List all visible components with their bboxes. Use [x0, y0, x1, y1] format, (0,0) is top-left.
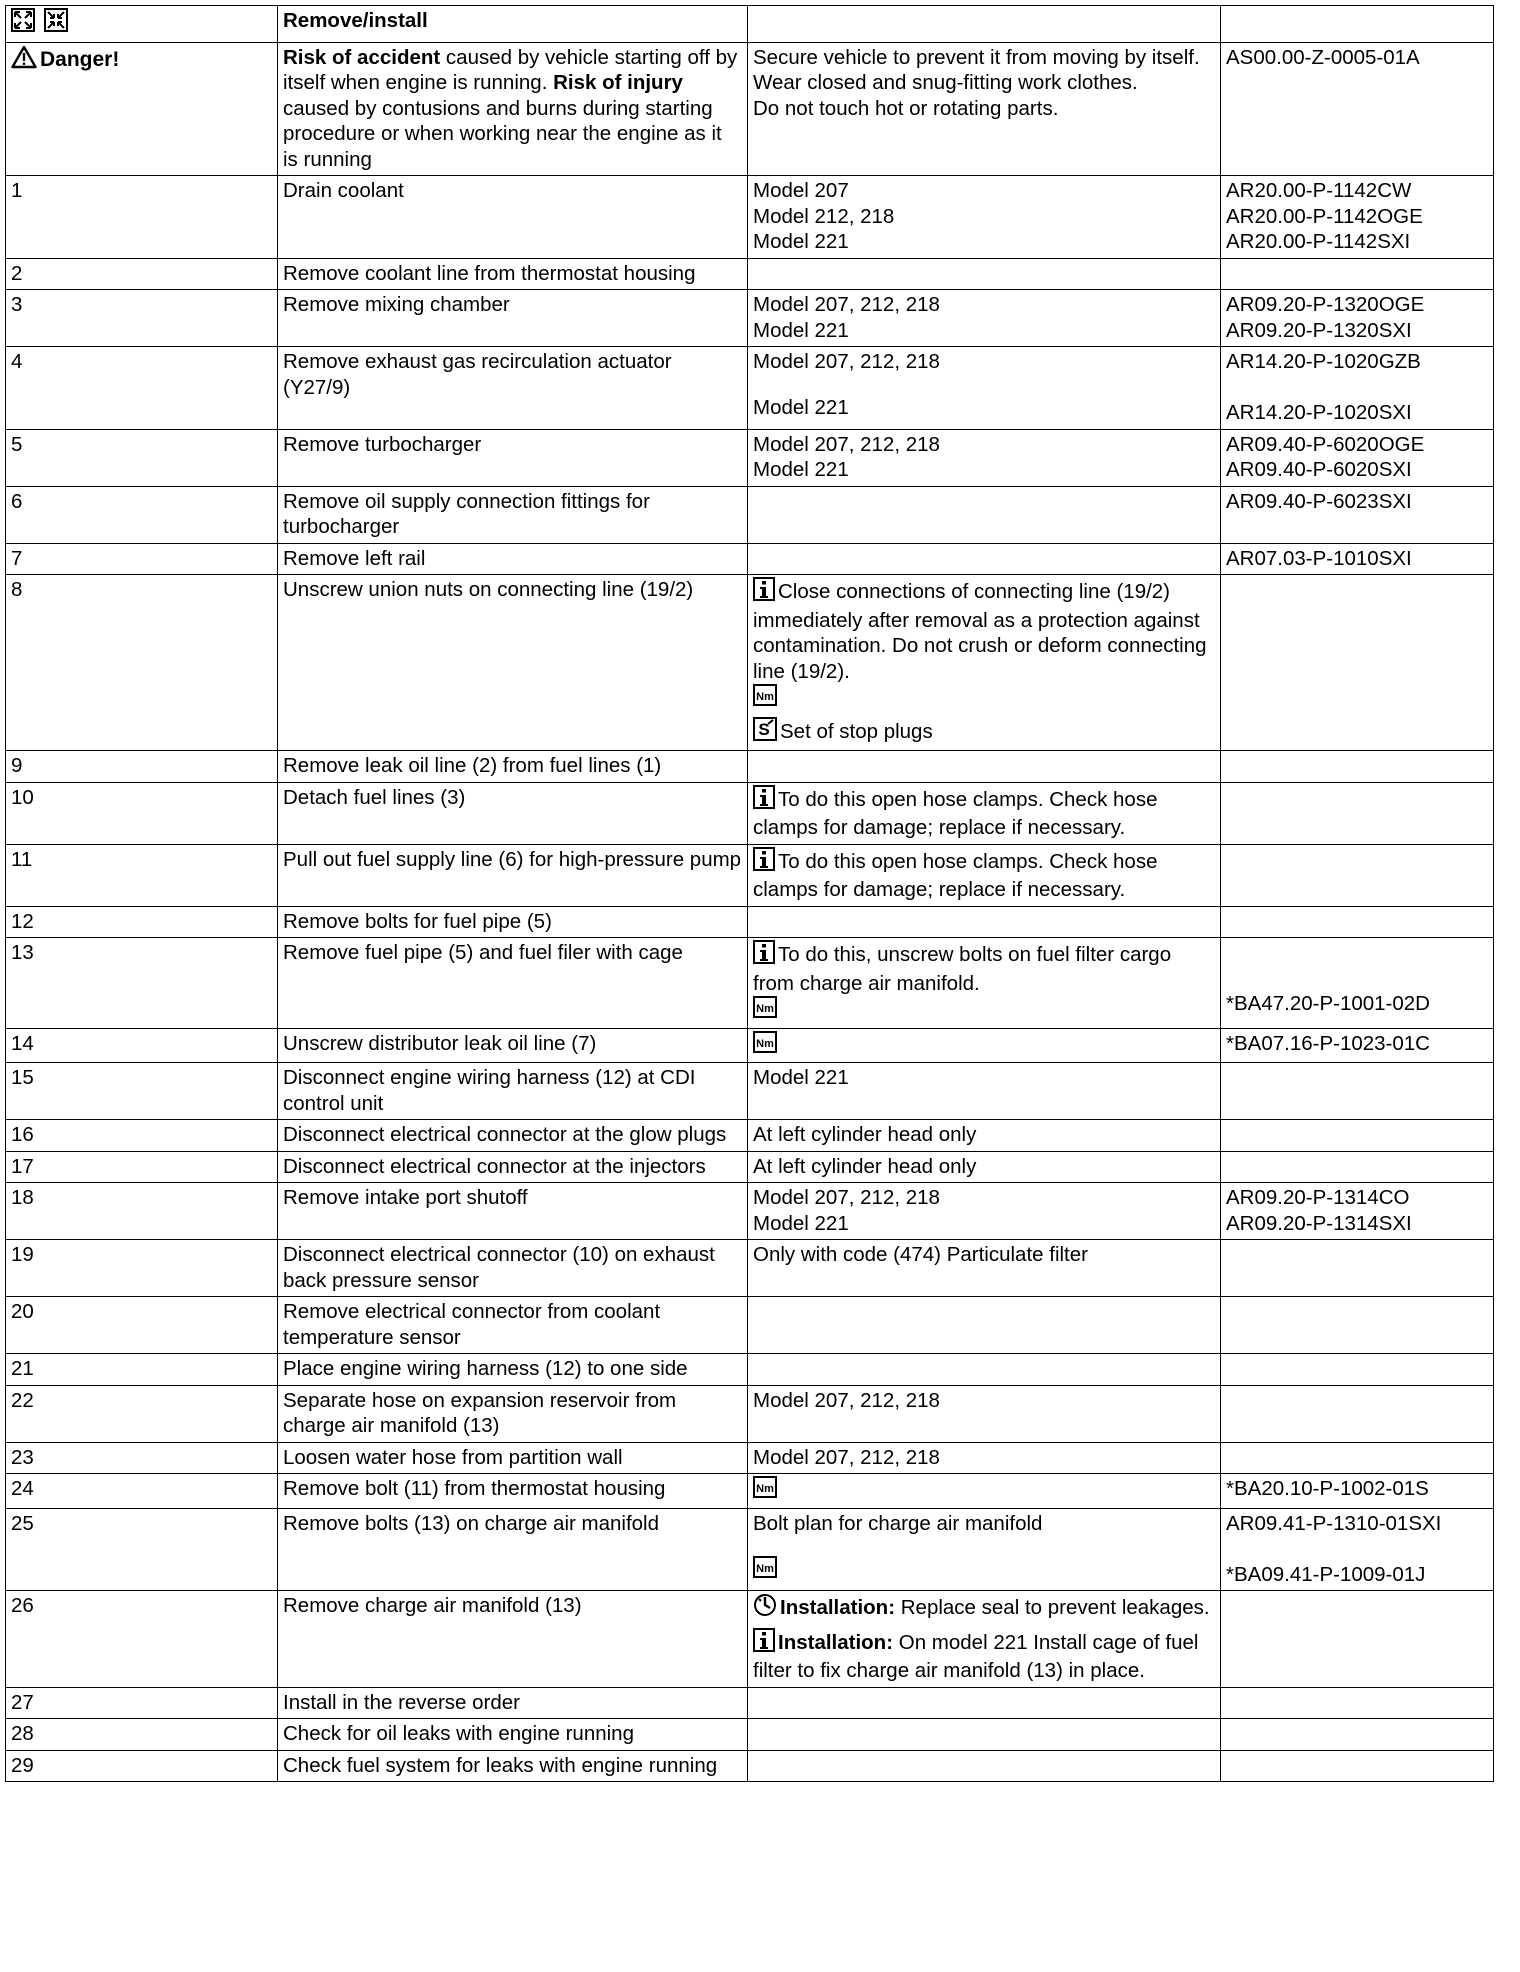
step-row	[6, 1474, 1494, 1509]
step-refs-cell	[1221, 575, 1494, 751]
note-text: Model 207, 212, 218	[753, 1388, 940, 1412]
step-action: Detach fuel lines (3)	[278, 782, 748, 844]
note-line	[753, 1628, 1215, 1684]
step-action: Disconnect electrical connector at the glow plugs	[278, 1120, 748, 1152]
step-notes-cell	[748, 1719, 1221, 1751]
step-refs-cell	[1221, 347, 1494, 430]
header-row	[6, 6, 1494, 43]
reference-spacer	[1226, 966, 1488, 992]
step-number: 18	[6, 1183, 278, 1240]
step-notes-cell	[748, 751, 1221, 783]
note-text: Model 212, 218	[753, 204, 895, 228]
note-line	[753, 1556, 1215, 1585]
step-number: 20	[6, 1297, 278, 1354]
step-row	[6, 1442, 1494, 1474]
torque-nm-icon	[753, 1031, 777, 1060]
note-line	[753, 1211, 1215, 1237]
reference-link[interactable]: AR14.20-P-1020SXI	[1226, 401, 1412, 424]
step-notes-cell	[748, 1297, 1221, 1354]
note-line	[753, 1536, 1215, 1556]
step-refs-cell	[1221, 176, 1494, 259]
step-action: Remove bolts (13) on charge air manifold	[278, 1508, 748, 1591]
step-action: Remove leak oil line (2) from fuel lines (1)	[278, 751, 748, 783]
step-action: Remove turbocharger	[278, 429, 748, 486]
step-action: Remove electrical connector from coolant temperature sensor	[278, 1297, 748, 1354]
note-line	[753, 457, 1215, 483]
note-line	[753, 785, 1215, 841]
note-text: Only with code (474) Particulate filter	[753, 1243, 1088, 1266]
step-refs-cell	[1221, 258, 1494, 290]
note-line	[753, 395, 1215, 421]
step-refs-cell	[1221, 429, 1494, 486]
step-refs-cell	[1221, 1354, 1494, 1386]
step-action: Check fuel system for leaks with engine running	[278, 1750, 748, 1782]
note-line	[753, 996, 1215, 1025]
reference-link[interactable]: *BA20.10-P-1002-01S	[1226, 1477, 1429, 1500]
step-refs-cell	[1221, 1063, 1494, 1120]
step-action: Disconnect electrical connector (10) on exhaust back pressure sensor	[278, 1240, 748, 1297]
step-notes-cell	[748, 543, 1221, 575]
reference-spacer	[1226, 940, 1488, 966]
special-tool-icon	[753, 717, 777, 748]
danger-ref-link[interactable]: AS00.00-Z-0005-01A	[1221, 42, 1494, 176]
risk-injury-title: Risk of injury	[553, 71, 683, 94]
reference-link[interactable]: *BA09.41-P-1009-01J	[1226, 1562, 1426, 1586]
step-number: 6	[6, 486, 278, 543]
svg-text:Nm: Nm	[756, 1003, 774, 1015]
step-refs-cell	[1221, 751, 1494, 783]
note-text: Model 207, 212, 218	[753, 293, 940, 316]
note-text: At left cylinder head only	[753, 1154, 977, 1178]
note-text: Bolt plan for charge air manifold	[753, 1511, 1043, 1535]
reference-link[interactable]: AR09.40-P-6020OGE	[1226, 432, 1425, 456]
header-empty-cell	[1221, 6, 1494, 43]
note-line	[753, 292, 1215, 318]
note-line	[753, 349, 1215, 375]
note-text: Set of stop plugs	[780, 719, 933, 743]
note-text: On model 221 Install cage of fuel filter to fix charge air manifold (13) in place.	[753, 1630, 1199, 1682]
danger-row	[6, 42, 1494, 176]
note-bold-label: Installation:	[778, 1630, 894, 1654]
note-line	[753, 318, 1215, 344]
step-number: 10	[6, 782, 278, 844]
step-notes-cell	[748, 575, 1221, 751]
danger-risk-cell	[278, 42, 748, 176]
risk-accident-text: caused by vehicle starting off by itself when engine is running.	[283, 45, 738, 94]
note-text: To do this, unscrew bolts on fuel filter cargo from charge air manifold.	[753, 943, 1172, 995]
step-notes-cell	[748, 1591, 1221, 1688]
reference-link[interactable]: AR20.00-P-1142CW	[1226, 179, 1412, 202]
step-row	[6, 176, 1494, 259]
note-line	[753, 1511, 1215, 1537]
note-line	[753, 178, 1215, 204]
step-number: 15	[6, 1063, 278, 1120]
reference-spacer	[1226, 375, 1488, 401]
step-notes-cell	[748, 1151, 1221, 1183]
step-row	[6, 782, 1494, 844]
risk-accident-title: Risk of accident	[283, 45, 441, 69]
procedure-table-body	[6, 6, 1494, 1782]
step-row	[6, 1183, 1494, 1240]
step-refs-cell	[1221, 1183, 1494, 1240]
step-action: Remove bolts for fuel pipe (5)	[278, 906, 748, 938]
note-text: Model 221	[753, 395, 849, 419]
step-number: 8	[6, 575, 278, 751]
step-number: 22	[6, 1385, 278, 1442]
step-number: 3	[6, 290, 278, 347]
step-notes-cell	[748, 782, 1221, 844]
reference-link[interactable]: AR09.40-P-6020SXI	[1226, 458, 1412, 481]
note-text: Close connections of connecting line (19/2) immediately after removal as a protection against contamination. Do not crush or deform connecting line (19/2).	[753, 580, 1207, 683]
step-refs-cell	[1221, 1442, 1494, 1474]
step-notes-cell	[748, 1240, 1221, 1297]
step-refs-cell	[1221, 938, 1494, 1029]
section-title: Remove/install	[278, 6, 748, 43]
note-line	[753, 717, 1215, 748]
info-icon	[753, 1628, 775, 1659]
step-action: Remove oil supply connection fittings for turbocharger	[278, 486, 748, 543]
note-text: Model 207, 212, 218	[753, 1186, 940, 1209]
procedure-table	[5, 5, 1494, 1782]
step-notes-cell	[748, 258, 1221, 290]
installation-hint-icon	[753, 1593, 777, 1624]
step-notes-cell	[748, 176, 1221, 259]
note-line	[753, 1242, 1215, 1268]
step-number: 28	[6, 1719, 278, 1751]
danger-label: Danger!	[40, 47, 120, 71]
step-row	[6, 906, 1494, 938]
reference-link[interactable]: AR09.40-P-6023SXI	[1226, 489, 1412, 513]
reference-link[interactable]: AR20.00-P-1142SXI	[1226, 230, 1411, 253]
step-row	[6, 1151, 1494, 1183]
note-line	[753, 375, 1215, 395]
step-notes-cell	[748, 1354, 1221, 1386]
note-text: Model 221	[753, 458, 849, 481]
step-refs-cell	[1221, 1385, 1494, 1442]
reference-link[interactable]: *BA07.16-P-1023-01C	[1226, 1031, 1430, 1055]
torque-nm-icon	[753, 1556, 777, 1585]
step-row	[6, 751, 1494, 783]
torque-nm-icon	[753, 684, 777, 713]
step-row	[6, 347, 1494, 430]
note-line	[753, 847, 1215, 903]
step-action: Check for oil leaks with engine running	[278, 1719, 748, 1751]
step-refs-cell	[1221, 844, 1494, 906]
note-line	[753, 1445, 1215, 1471]
step-action: Unscrew union nuts on connecting line (19/2)	[278, 575, 748, 751]
info-icon	[753, 847, 775, 878]
svg-text:Nm: Nm	[756, 1483, 774, 1495]
step-refs-cell	[1221, 1591, 1494, 1688]
step-refs-cell	[1221, 486, 1494, 543]
step-refs-cell	[1221, 1297, 1494, 1354]
step-refs-cell	[1221, 1687, 1494, 1719]
step-row	[6, 1508, 1494, 1591]
step-refs-cell	[1221, 543, 1494, 575]
danger-measures-cell: Secure vehicle to prevent it from moving by itself. Wear closed and snug-fitting work clothes. Do not touch hot or rotating parts.	[748, 42, 1221, 176]
step-notes-cell	[748, 1474, 1221, 1509]
note-line	[753, 229, 1215, 255]
step-row	[6, 290, 1494, 347]
step-notes-cell	[748, 347, 1221, 430]
note-line	[753, 940, 1215, 996]
step-row	[6, 1591, 1494, 1688]
note-text: To do this open hose clamps. Check hose clamps for damage; replace if necessary.	[753, 787, 1158, 839]
reference-link[interactable]: AR09.20-P-1320SXI	[1226, 318, 1412, 342]
note-text: Model 221	[753, 1211, 849, 1235]
step-action: Remove bolt (11) from thermostat housing	[278, 1474, 748, 1509]
step-action: Drain coolant	[278, 176, 748, 259]
note-text: Model 207, 212, 218	[753, 1445, 940, 1469]
step-notes-cell	[748, 1442, 1221, 1474]
note-line	[753, 1031, 1215, 1060]
step-notes-cell	[748, 290, 1221, 347]
note-text: Replace seal to prevent leakages.	[895, 1596, 1210, 1619]
note-line	[753, 684, 1215, 713]
step-notes-cell	[748, 1183, 1221, 1240]
risk-injury-text: caused by contusions and burns during starting procedure or when working near the engine as it is running	[283, 96, 722, 171]
step-number: 26	[6, 1591, 278, 1688]
note-text: Model 207, 212, 218	[753, 350, 940, 373]
step-row	[6, 844, 1494, 906]
note-text: Model 221	[753, 1066, 849, 1089]
reference-spacer	[1226, 1536, 1488, 1562]
step-refs-cell	[1221, 906, 1494, 938]
step-action: Remove intake port shutoff	[278, 1183, 748, 1240]
step-refs-cell	[1221, 782, 1494, 844]
reference-link[interactable]: AR14.20-P-1020GZB	[1226, 350, 1421, 373]
step-refs-cell	[1221, 1028, 1494, 1063]
step-action: Separate hose on expansion reservoir from charge air manifold (13)	[278, 1385, 748, 1442]
step-notes-cell	[748, 1385, 1221, 1442]
reference-link[interactable]: AR20.00-P-1142OGE	[1226, 204, 1423, 228]
step-row	[6, 1719, 1494, 1751]
note-text: Model 207	[753, 179, 849, 202]
step-action: Remove fuel pipe (5) and fuel filer with cage	[278, 938, 748, 1029]
danger-label-cell	[6, 42, 278, 176]
step-notes-cell	[748, 1028, 1221, 1063]
svg-text:Nm: Nm	[756, 1037, 774, 1050]
step-number: 29	[6, 1750, 278, 1782]
note-line	[753, 1185, 1215, 1211]
step-refs-cell	[1221, 1508, 1494, 1591]
step-row	[6, 1750, 1494, 1782]
reference-link[interactable]: AR09.20-P-1314SXI	[1226, 1211, 1412, 1235]
header-empty-cell	[748, 6, 1221, 43]
step-number: 14	[6, 1028, 278, 1063]
reference-link[interactable]: AR09.20-P-1314CO	[1226, 1186, 1410, 1209]
step-action: Remove exhaust gas recirculation actuator (Y27/9)	[278, 347, 748, 430]
torque-nm-icon	[753, 1476, 777, 1505]
step-row	[6, 1385, 1494, 1442]
step-number: 13	[6, 938, 278, 1029]
step-row	[6, 938, 1494, 1029]
reference-link[interactable]: AR09.41-P-1310-01SXI	[1226, 1511, 1442, 1535]
step-action: Loosen water hose from partition wall	[278, 1442, 748, 1474]
note-text: Model 207, 212, 218	[753, 432, 940, 456]
svg-text:S: S	[758, 719, 770, 739]
expand-icon[interactable]	[11, 8, 35, 39]
step-row	[6, 1297, 1494, 1354]
step-refs-cell	[1221, 1120, 1494, 1152]
warning-triangle-icon	[11, 45, 37, 76]
step-notes-cell	[748, 906, 1221, 938]
step-action: Unscrew distributor leak oil line (7)	[278, 1028, 748, 1063]
collapse-icon[interactable]	[44, 8, 68, 39]
step-refs-cell	[1221, 1151, 1494, 1183]
step-notes-cell	[748, 429, 1221, 486]
step-refs-cell	[1221, 1240, 1494, 1297]
step-action: Pull out fuel supply line (6) for high-pressure pump	[278, 844, 748, 906]
note-text: Model 221	[753, 318, 849, 342]
step-number: 17	[6, 1151, 278, 1183]
step-row	[6, 1028, 1494, 1063]
step-number: 27	[6, 1687, 278, 1719]
note-line	[753, 432, 1215, 458]
note-text: At left cylinder head only	[753, 1123, 977, 1146]
step-action: Remove charge air manifold (13)	[278, 1591, 748, 1688]
step-number: 19	[6, 1240, 278, 1297]
step-action: Install in the reverse order	[278, 1687, 748, 1719]
step-action: Remove left rail	[278, 543, 748, 575]
step-action: Place engine wiring harness (12) to one side	[278, 1354, 748, 1386]
step-number: 2	[6, 258, 278, 290]
step-notes-cell	[748, 938, 1221, 1029]
step-number: 23	[6, 1442, 278, 1474]
step-row	[6, 1687, 1494, 1719]
torque-nm-icon	[753, 996, 777, 1025]
step-number: 5	[6, 429, 278, 486]
step-refs-cell	[1221, 290, 1494, 347]
note-line	[753, 204, 1215, 230]
view-toggle-cell	[6, 6, 278, 43]
reference-link[interactable]: AR09.20-P-1320OGE	[1226, 293, 1425, 316]
step-number: 25	[6, 1508, 278, 1591]
step-refs-cell	[1221, 1474, 1494, 1509]
step-notes-cell	[748, 486, 1221, 543]
step-number: 7	[6, 543, 278, 575]
step-row	[6, 486, 1494, 543]
step-refs-cell	[1221, 1750, 1494, 1782]
note-line	[753, 1476, 1215, 1505]
step-row	[6, 575, 1494, 751]
step-row	[6, 429, 1494, 486]
step-number: 24	[6, 1474, 278, 1509]
note-line	[753, 1154, 1215, 1180]
svg-text:Nm: Nm	[756, 1563, 774, 1575]
reference-link[interactable]: AR07.03-P-1010SXI	[1226, 546, 1412, 570]
step-notes-cell	[748, 1687, 1221, 1719]
step-action: Remove coolant line from thermostat housing	[278, 258, 748, 290]
step-action: Remove mixing chamber	[278, 290, 748, 347]
svg-text:Nm: Nm	[756, 691, 774, 703]
step-notes-cell	[748, 1120, 1221, 1152]
step-number: 21	[6, 1354, 278, 1386]
step-number: 16	[6, 1120, 278, 1152]
note-line	[753, 577, 1215, 684]
step-notes-cell	[748, 1063, 1221, 1120]
step-notes-cell	[748, 844, 1221, 906]
step-number: 11	[6, 844, 278, 906]
step-notes-cell	[748, 1750, 1221, 1782]
info-icon	[753, 940, 775, 971]
step-row	[6, 258, 1494, 290]
step-row	[6, 1240, 1494, 1297]
info-icon	[753, 577, 775, 608]
note-line	[753, 1122, 1215, 1148]
step-number: 4	[6, 347, 278, 430]
note-line	[753, 1593, 1215, 1624]
note-bold-label: Installation:	[780, 1596, 896, 1619]
step-row	[6, 1120, 1494, 1152]
note-line	[753, 1065, 1215, 1091]
step-row	[6, 1063, 1494, 1120]
step-notes-cell	[748, 1508, 1221, 1591]
step-row	[6, 543, 1494, 575]
note-line	[753, 1388, 1215, 1414]
note-text: To do this open hose clamps. Check hose clamps for damage; replace if necessary.	[753, 849, 1158, 901]
note-text: Model 221	[753, 230, 849, 253]
step-action: Disconnect electrical connector at the injectors	[278, 1151, 748, 1183]
info-icon	[753, 785, 775, 816]
reference-link[interactable]: *BA47.20-P-1001-02D	[1226, 992, 1430, 1015]
step-refs-cell	[1221, 1719, 1494, 1751]
step-action: Disconnect engine wiring harness (12) at CDI control unit	[278, 1063, 748, 1120]
step-row	[6, 1354, 1494, 1386]
step-number: 9	[6, 751, 278, 783]
step-number: 1	[6, 176, 278, 259]
step-number: 12	[6, 906, 278, 938]
